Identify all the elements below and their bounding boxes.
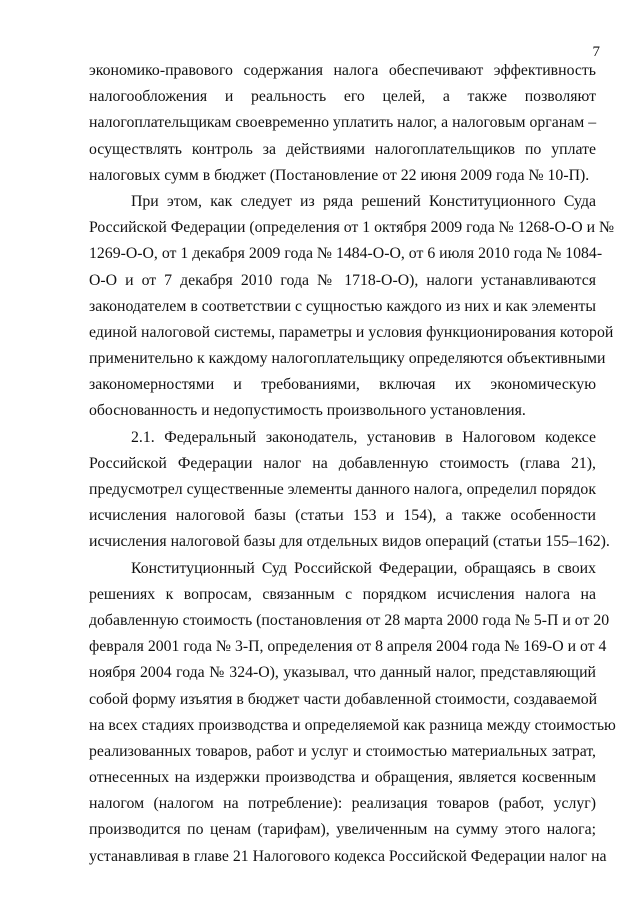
text-line: закономерностями и требованиями, включая их экономическую — [89, 376, 596, 394]
text-line: налогообложения и реальность его целей, а также позволяют — [89, 88, 596, 106]
text-line: на всех стадиях производства и определяемой как разница между стоимостью — [89, 716, 616, 734]
text-line: февраля 2001 года № 3-П, определения от 8 апреля 2004 года № 169-О и от 4 — [89, 638, 607, 656]
text-line: собой форму изъятия в бюджет части добавленной стоимости, создаваемой — [89, 690, 598, 708]
text-line: Российской Федерации (определения от 1 октября 2009 года № 1268-О-О и № — [89, 219, 615, 237]
text-line: При этом, как следует из ряда решений Конституционного Суда — [131, 192, 596, 210]
text-line: устанавливая в главе 21 Налогового кодекса Российской Федерации налог на — [89, 847, 607, 865]
text-line: ноября 2004 года № 324-О), указывал, что данный налог, представляющий — [89, 664, 596, 682]
text-line: законодателем в соответствии с сущностью каждого из них и как элементы — [89, 297, 596, 315]
text-line: 1269-О-О, от 1 декабря 2009 года № 1484-О-О, от 6 июля 2010 года № 1084- — [89, 245, 603, 263]
text-line: применительно к каждому налогоплательщику определяются объективными — [89, 350, 606, 368]
text-line: исчисления налоговой базы для отдельных видов операций (статьи 155–162). — [89, 533, 610, 551]
text-line: Конституционный Суд Российской Федерации, обращаясь в своих — [131, 559, 596, 577]
text-line: Российской Федерации налог на добавленную стоимость (глава 21), — [89, 454, 596, 472]
text-line: налогом (налогом на потребление): реализация товаров (работ, услуг) — [89, 795, 596, 813]
text-line: налогоплательщикам своевременно уплатить налог, а налоговым органам – — [89, 114, 597, 132]
text-line: производится по ценам (тарифам), увеличенным на сумму этого налога; — [89, 821, 596, 839]
text-line: 2.1. Федеральный законодатель, установив в Налоговом кодексе — [131, 428, 596, 446]
text-line: реализованных товаров, работ и услуг и стоимостью материальных затрат, — [89, 742, 596, 760]
text-line: решениях к вопросам, связанным с порядком исчисления налога на — [89, 585, 596, 603]
text-line: единой налоговой системы, параметры и условия функционирования которой — [89, 323, 614, 341]
text-line: осуществлять контроль за действиями налогоплательщиков по уплате — [89, 140, 596, 158]
text-line: обоснованность и недопустимость произвольного установления. — [89, 402, 526, 420]
body-text — [89, 58, 616, 870]
text-line: экономико-правового содержания налога обеспечивают эффективность — [89, 62, 596, 79]
text-line: налоговых сумм в бюджет (Постановление от 22 июня 2009 года № 10-П). — [89, 166, 590, 184]
text-line: О-О и от 7 декабря 2010 года № 1718-О-О), налоги устанавливаются — [89, 271, 596, 289]
text-line: исчисления налоговой базы (статьи 153 и 154), а также особенности — [89, 507, 596, 525]
text-line: отнесенных на издержки производства и обращения, является косвенным — [89, 769, 596, 787]
text-line: добавленную стоимость (постановления от 28 марта 2000 года № 5-П и от 20 — [89, 611, 610, 629]
text-line: предусмотрел существенные элементы данного налога, определил порядок — [89, 481, 596, 498]
page-number: 7 — [592, 44, 600, 60]
